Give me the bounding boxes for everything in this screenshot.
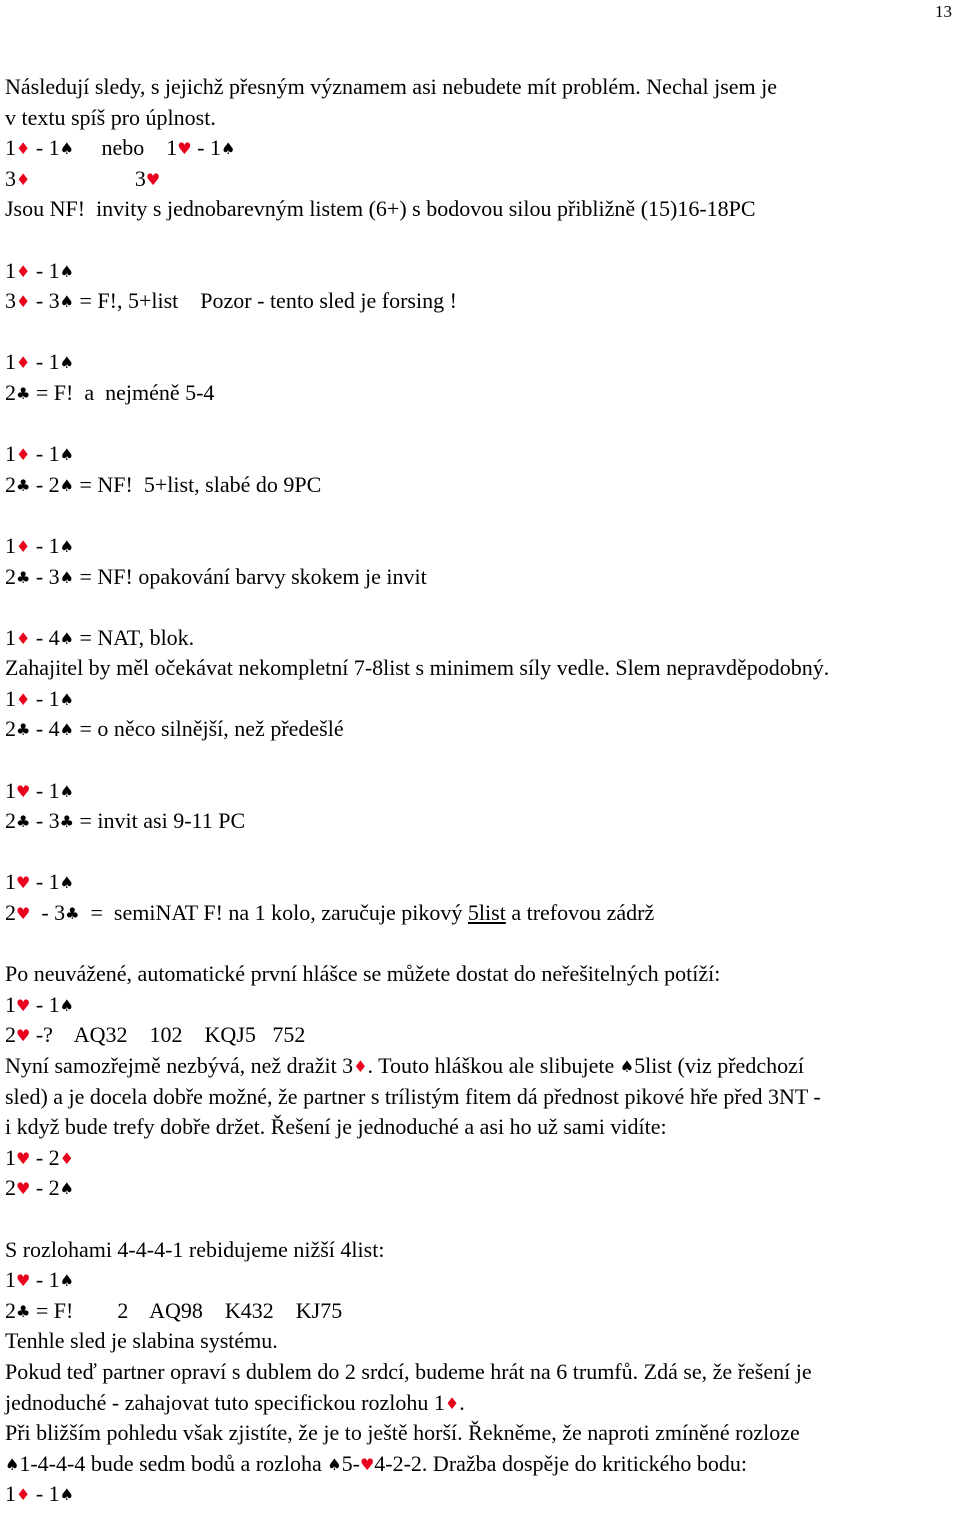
spade-icon: ♠ bbox=[59, 261, 75, 281]
text-run: 3 bbox=[30, 165, 146, 191]
text-line bbox=[5, 1449, 955, 1480]
spade-icon: ♠ bbox=[59, 1179, 75, 1199]
spade-icon: ♠ bbox=[5, 1454, 20, 1474]
text-run: - 2 bbox=[30, 1144, 60, 1170]
text-run: 1 bbox=[5, 991, 16, 1017]
diamond-icon: ♦ bbox=[16, 445, 31, 465]
blank-line bbox=[5, 929, 955, 960]
text-run: 1 bbox=[5, 257, 16, 283]
diamond-icon: ♦ bbox=[16, 292, 31, 312]
blank-line bbox=[5, 837, 955, 868]
text-run: = semiNAT F! na 1 kolo, zaručuje pikový bbox=[79, 900, 468, 926]
text-line bbox=[5, 133, 955, 164]
heart-icon: ♥ bbox=[16, 1026, 31, 1046]
text-line bbox=[5, 439, 955, 470]
diamond-icon: ♦ bbox=[16, 353, 31, 373]
text-run: = NAT, blok. bbox=[74, 624, 195, 650]
diamond-icon: ♦ bbox=[16, 261, 31, 281]
spade-icon: ♠ bbox=[59, 475, 75, 495]
text-run: Následují sledy, s jejichž přesným významem asi nebudete mít problém. Nechal jsem je bbox=[5, 74, 778, 99]
text-line bbox=[5, 1082, 955, 1113]
text-run: = F! a nejméně 5-4 bbox=[30, 379, 215, 405]
text-line bbox=[5, 867, 955, 898]
spade-icon: ♠ bbox=[59, 995, 75, 1015]
text-run: 2 bbox=[5, 379, 16, 405]
text-run: jednoduché - zahajovat tuto specifickou rozlohu 1 bbox=[5, 1389, 445, 1415]
diamond-icon: ♦ bbox=[16, 628, 31, 648]
text-run: 2 bbox=[5, 471, 16, 497]
text-run: S rozlohami 4-4-4-1 rebidujeme nižší 4list: bbox=[5, 1236, 385, 1262]
text-run: - 1 bbox=[30, 1267, 60, 1293]
text-run: 1 bbox=[5, 135, 16, 161]
heart-icon: ♥ bbox=[359, 1454, 375, 1474]
diamond-icon: ♦ bbox=[444, 1393, 460, 1413]
text-run: Pokud teď partner opraví s dublem do 2 srdcí, budeme hrát na 6 trumfů. Zdá se, že řešení je bbox=[5, 1358, 812, 1384]
text-run: - 1 bbox=[30, 991, 60, 1017]
text-run: 1 bbox=[5, 532, 16, 558]
text-run: - 2 bbox=[30, 1175, 60, 1201]
diamond-icon: ♦ bbox=[353, 1057, 368, 1076]
text-run: - 3 bbox=[30, 900, 66, 926]
text-run: 1-4-4-4 bude sedm bodů a rozloha bbox=[19, 1450, 328, 1476]
text-run: 1 bbox=[5, 1144, 16, 1170]
text-line bbox=[5, 562, 955, 593]
text-line bbox=[5, 256, 955, 287]
blank-line bbox=[5, 409, 955, 440]
diamond-icon: ♦ bbox=[59, 1148, 75, 1168]
spade-icon: ♠ bbox=[59, 781, 75, 801]
underlined-text: 5list bbox=[467, 900, 506, 926]
club-icon: ♣ bbox=[16, 1301, 31, 1321]
text-run: sled) a je docela dobře možné, že partner s trílistým fitem dá přednost pikové hře před 3NT - bbox=[5, 1083, 821, 1109]
text-line bbox=[5, 990, 955, 1021]
spade-icon: ♠ bbox=[59, 720, 75, 740]
spade-icon: ♠ bbox=[59, 567, 75, 587]
spade-icon: ♠ bbox=[619, 1057, 635, 1076]
club-icon: ♣ bbox=[16, 383, 31, 403]
text-line bbox=[5, 1418, 955, 1449]
text-run: 2 bbox=[5, 716, 16, 742]
text-run: - 1 bbox=[191, 135, 221, 161]
page-number: 13 bbox=[935, 2, 952, 21]
text-run: 5- bbox=[341, 1450, 360, 1476]
text-run: 1 bbox=[5, 1267, 16, 1293]
spade-icon: ♠ bbox=[59, 445, 75, 465]
text-line bbox=[5, 623, 955, 654]
diamond-icon: ♦ bbox=[16, 689, 31, 709]
text-line bbox=[5, 103, 955, 134]
text-line bbox=[5, 470, 955, 501]
text-run: 5list (viz předchozí bbox=[634, 1053, 804, 1078]
text-run: v textu spíš pro úplnost. bbox=[5, 104, 216, 130]
text-run: - 1 bbox=[30, 1481, 60, 1507]
spade-icon: ♠ bbox=[59, 292, 75, 312]
text-run: Při bližším pohledu však zjistíte, že je to ještě horší. Řekněme, že naproti zmíněné rozloze bbox=[5, 1420, 800, 1446]
heart-icon: ♥ bbox=[16, 781, 31, 801]
text-run: = NF! 5+list, slabé do 9PC bbox=[74, 471, 322, 497]
text-run: - 1 bbox=[30, 257, 60, 283]
text-run: Zahajitel by měl očekávat nekompletní 7-8list s minimem síly vedle. Slem nepravděpodobný. bbox=[5, 655, 830, 681]
text-run: 4-2-2. Dražba dospěje do kritického bodu: bbox=[374, 1450, 747, 1476]
text-run: - 1 bbox=[30, 441, 60, 467]
club-icon: ♣ bbox=[16, 475, 31, 495]
text-run: -? AQ32 102 KQJ5 752 bbox=[30, 1022, 306, 1048]
text-line bbox=[5, 72, 955, 103]
club-icon: ♣ bbox=[16, 812, 31, 832]
text-line bbox=[5, 806, 955, 837]
text-line bbox=[5, 714, 955, 745]
blank-line bbox=[5, 745, 955, 776]
text-line bbox=[5, 684, 955, 715]
text-run: - 3 bbox=[30, 563, 60, 589]
text-line bbox=[5, 286, 955, 317]
text-run: 2 bbox=[5, 563, 16, 589]
text-run: 1 bbox=[5, 441, 16, 467]
blank-line bbox=[5, 500, 955, 531]
text-run: - 1 bbox=[30, 685, 60, 711]
text-run: Nyní samozřejmě nezbývá, než dražit 3 bbox=[5, 1053, 354, 1078]
text-run: nebo 1 bbox=[74, 135, 178, 161]
text-run: 2 bbox=[5, 1297, 16, 1323]
text-run: = NF! opakování barvy skokem je invit bbox=[74, 563, 427, 589]
text-line bbox=[5, 1388, 955, 1419]
spade-icon: ♠ bbox=[59, 1271, 75, 1291]
text-run: - 1 bbox=[30, 532, 60, 558]
spade-icon: ♠ bbox=[220, 139, 236, 159]
text-run: - 1 bbox=[30, 777, 60, 803]
text-run: - 1 bbox=[30, 869, 60, 895]
text-line bbox=[5, 1357, 955, 1388]
text-line bbox=[5, 1326, 955, 1357]
text-run: 2 bbox=[5, 900, 16, 926]
text-run: 2 bbox=[5, 1022, 16, 1048]
club-icon: ♣ bbox=[65, 904, 80, 924]
text-run: Po neuvážené, automatické první hlášce se můžete dostat do neřešitelných potíží: bbox=[5, 961, 721, 987]
text-run: 2 bbox=[5, 808, 16, 834]
heart-icon: ♥ bbox=[16, 873, 31, 893]
heart-icon: ♥ bbox=[16, 1148, 31, 1168]
blank-line bbox=[5, 1204, 955, 1235]
text-line bbox=[5, 1020, 955, 1051]
spade-icon: ♠ bbox=[327, 1454, 342, 1474]
text-line bbox=[5, 194, 955, 225]
text-run: - 2 bbox=[30, 471, 60, 497]
diamond-icon: ♦ bbox=[16, 139, 31, 159]
text-line bbox=[5, 378, 955, 409]
text-line bbox=[5, 1265, 955, 1296]
text-run: 1 bbox=[5, 869, 16, 895]
text-run: - 3 bbox=[30, 288, 60, 314]
text-line bbox=[5, 959, 955, 990]
text-line bbox=[5, 1173, 955, 1204]
text-run: . bbox=[459, 1389, 465, 1415]
text-run: = o něco silnější, než předešlé bbox=[74, 716, 344, 742]
blank-line bbox=[5, 592, 955, 623]
text-line bbox=[5, 1479, 955, 1510]
text-run: Tenhle sled je slabina systému. bbox=[5, 1328, 278, 1354]
heart-icon: ♥ bbox=[145, 169, 161, 189]
spade-icon: ♠ bbox=[59, 1485, 75, 1505]
diamond-icon: ♦ bbox=[16, 1485, 31, 1505]
heart-icon: ♥ bbox=[16, 1179, 31, 1199]
club-icon: ♣ bbox=[16, 567, 31, 587]
text-run: - 1 bbox=[30, 135, 60, 161]
spade-icon: ♠ bbox=[59, 536, 75, 556]
spade-icon: ♠ bbox=[59, 139, 75, 159]
heart-icon: ♥ bbox=[16, 904, 31, 924]
text-run: = F!, 5+list Pozor - tento sled je forsing ! bbox=[74, 288, 457, 314]
text-line bbox=[5, 347, 955, 378]
text-run: 3 bbox=[5, 165, 16, 191]
document-body bbox=[5, 72, 955, 1510]
text-line bbox=[5, 1235, 955, 1266]
text-run: . Touto hláškou ale slibujete bbox=[367, 1053, 620, 1078]
text-run: Jsou NF! invity s jednobarevným listem (6+) s bodovou silou přibližně (15)16-18PC bbox=[5, 196, 756, 222]
heart-icon: ♥ bbox=[177, 139, 192, 159]
blank-line bbox=[5, 317, 955, 348]
text-line bbox=[5, 898, 955, 929]
text-line bbox=[5, 1051, 955, 1082]
heart-icon: ♥ bbox=[16, 1271, 31, 1291]
text-run: - 4 bbox=[30, 624, 60, 650]
text-run: - 3 bbox=[30, 808, 60, 834]
text-run: 1 bbox=[5, 349, 16, 375]
text-run: 1 bbox=[5, 777, 16, 803]
diamond-icon: ♦ bbox=[16, 169, 31, 189]
text-line bbox=[5, 1112, 955, 1143]
text-run: 1 bbox=[5, 685, 16, 711]
club-icon: ♣ bbox=[59, 812, 75, 832]
text-line bbox=[5, 776, 955, 807]
text-run: i když bude trefy dobře držet. Řešení je jednoduché a asi ho už sami vidíte: bbox=[5, 1114, 667, 1140]
text-line bbox=[5, 653, 955, 684]
diamond-icon: ♦ bbox=[16, 536, 31, 556]
spade-icon: ♠ bbox=[59, 353, 75, 373]
text-run: - 1 bbox=[30, 349, 60, 375]
spade-icon: ♠ bbox=[59, 689, 75, 709]
text-line bbox=[5, 531, 955, 562]
text-line bbox=[5, 1296, 955, 1327]
spade-icon: ♠ bbox=[59, 628, 75, 648]
heart-icon: ♥ bbox=[16, 995, 31, 1015]
text-run: 2 bbox=[5, 1175, 16, 1201]
text-run: 3 bbox=[5, 288, 16, 314]
text-run: = F! 2 AQ98 K432 KJ75 bbox=[30, 1297, 343, 1323]
club-icon: ♣ bbox=[16, 720, 31, 740]
text-run: - 4 bbox=[30, 716, 60, 742]
text-run: = invit asi 9-11 PC bbox=[74, 808, 246, 834]
text-run: a trefovou zádrž bbox=[505, 900, 655, 926]
text-line bbox=[5, 1143, 955, 1174]
blank-line bbox=[5, 225, 955, 256]
spade-icon: ♠ bbox=[59, 873, 75, 893]
text-line bbox=[5, 164, 955, 195]
text-run: 1 bbox=[5, 1481, 16, 1507]
text-run: 1 bbox=[5, 624, 16, 650]
